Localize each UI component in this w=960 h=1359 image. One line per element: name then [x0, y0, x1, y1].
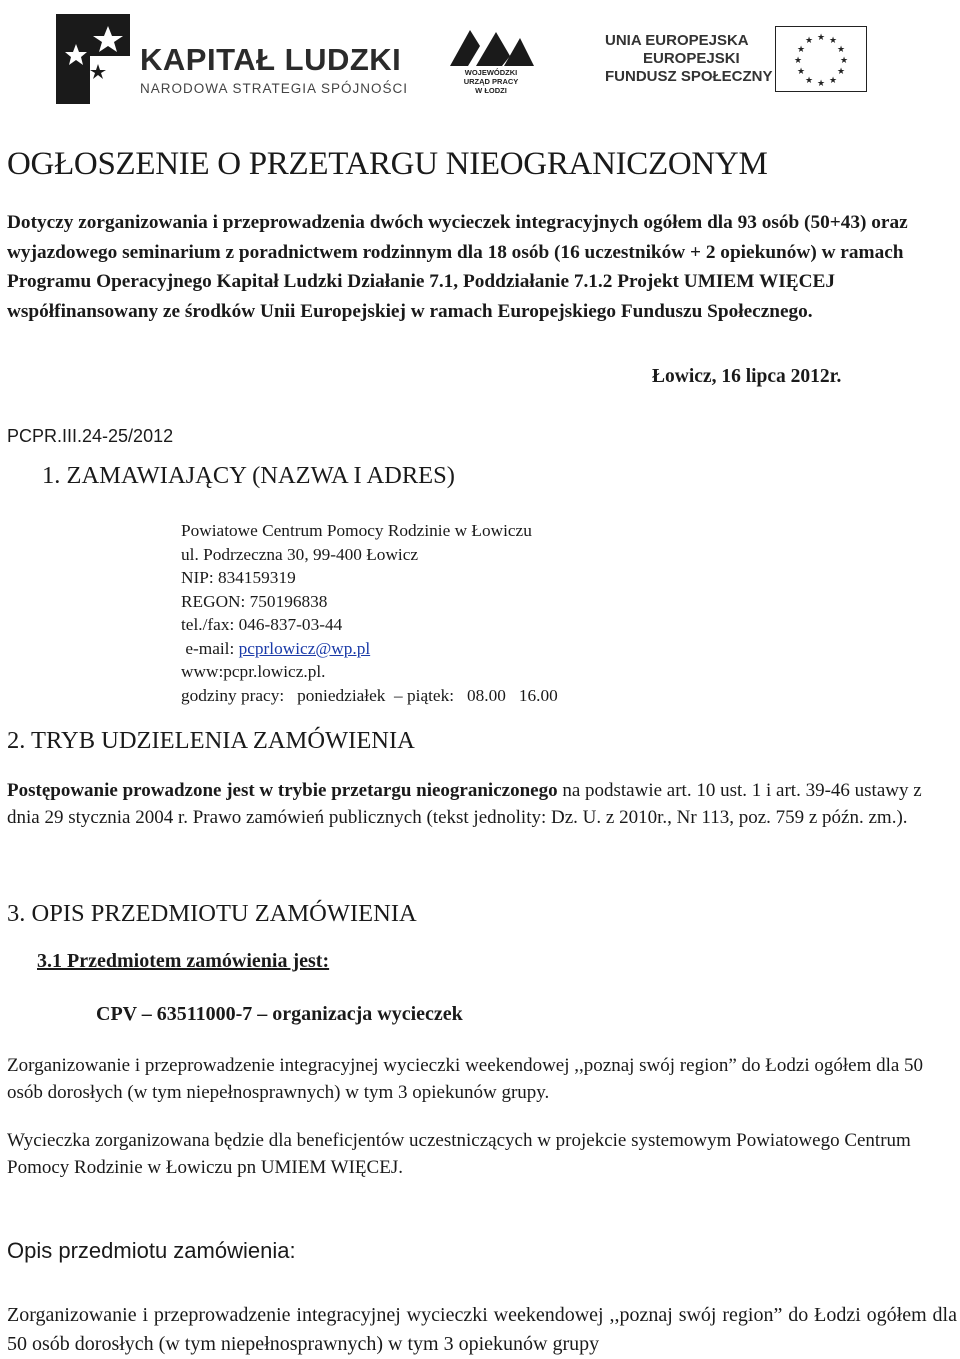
beneficiaries-paragraph: Wycieczka zorganizowana będzie dla beneficjentów uczestniczących w projekcie systemowym Powiatowego Centrum Pomocy Rodzinie w Łowiczu pn UMIEM WIĘCEJ. [7, 1130, 911, 1178]
section-3-heading: 3. OPIS PRZEDMIOTU ZAMÓWIENIA [7, 900, 417, 927]
svg-text:★: ★ [836, 67, 846, 77]
wup-line-1: WOJEWÓDZKI [464, 68, 518, 77]
section-2-paragraph [7, 778, 957, 831]
eu-logo-text [605, 32, 773, 86]
description-paragraph: Zorganizowanie i przeprowadzenie integracyjnej wycieczki weekendowej ,,poznaj swój region” do Łodzi ogółem dla 50 osób dorosłych (w tym niepełnosprawnych) w tym 3 opiekunów grupy [7, 1304, 957, 1355]
svg-text:★: ★ [836, 45, 846, 55]
svg-text:★: ★ [804, 36, 814, 46]
svg-text:★: ★ [816, 33, 826, 43]
wup-line-3: W ŁODZI [475, 86, 507, 95]
authority-name: Powiatowe Centrum Pomocy Rodzinie w Łowiczu [181, 521, 532, 540]
svg-text:★: ★ [804, 76, 814, 86]
svg-text:★: ★ [796, 45, 806, 55]
kapital-ludzki-subtitle: NARODOWA STRATEGIA SPÓJNOŚCI [140, 81, 409, 96]
cpv-code: CPV – 63511000-7 – organizacja wycieczek [96, 1003, 463, 1025]
kapital-ludzki-emblem-icon [56, 14, 136, 104]
section-1-heading: 1. ZAMAWIAJĄCY (NAZWA I ADRES) [42, 462, 455, 489]
trip-description-paragraph: Zorganizowanie i przeprowadzenie integracyjnej wycieczki weekendowej ,,poznaj swój region” do Łodzi ogółem dla 50 osób dorosłych (w tym niepełnosprawnych) w tym 3 opiekunów grupy. [7, 1055, 924, 1103]
authority-street: ul. Podrzeczna 30, 99-400 Łowicz [181, 544, 419, 564]
authority-www: www:pcpr.lowicz.pl. [181, 662, 326, 681]
authority-telfax: tel./fax: 046-837-03-44 [181, 615, 343, 634]
svg-text:★: ★ [828, 76, 838, 86]
authority-email-row [181, 637, 558, 661]
svg-text:★: ★ [816, 79, 826, 89]
svg-text:★: ★ [828, 36, 838, 46]
email-link[interactable]: pcprlowicz@wp.pl [238, 638, 371, 658]
wup-text [446, 68, 536, 95]
kapital-ludzki-logo [56, 14, 409, 104]
svg-text:★: ★ [839, 56, 849, 66]
document-title: OGŁOSZENIE O PRZETARGU NIEOGRANICZONYM [7, 146, 768, 182]
kapital-ludzki-title: KAPITAŁ LUDZKI [140, 42, 402, 77]
wup-emblem-icon [440, 26, 540, 70]
description-heading: Opis przedmiotu zamówienia: [7, 1238, 296, 1263]
authority-regon: REGON: 750196838 [181, 591, 328, 611]
reference-number: PCPR.III.24-25/2012 [7, 426, 174, 446]
contracting-authority-address [181, 519, 558, 707]
authority-hours: godziny pracy: poniedziałek – piątek: 08.00 16.00 [181, 685, 558, 705]
procedure-mode-text: Postępowanie prowadzone jest w trybie przetargu nieograniczonego [7, 780, 558, 801]
intro-paragraph: Dotyczy zorganizowania i przeprowadzenia dwóch wycieczek integracyjnych ogółem dla 93 osób (50+43) oraz wyjazdowego seminarium z poradnictwem rodzinnym dla 18 osób (16 uczestników + 2 opiekunów) w ramach Programu Operacyjnego Kapitał Ludzki Działanie 7.1, Poddziałanie 7.1.2 Projekt UMIEM WIĘCEJ współfinansowany ze środków Unii Europejskiej w ramach Europejskiego Funduszu Społecznego. [7, 212, 908, 322]
eu-line-1: UNIA EUROPEJSKA [605, 32, 749, 49]
svg-text:★: ★ [796, 67, 806, 77]
eu-line-3: FUNDUSZ SPOŁECZNY [605, 68, 773, 85]
section-2-heading: 2. TRYB UDZIELENIA ZAMÓWIENIA [7, 727, 415, 754]
document-date: Łowicz, 16 lipca 2012r. [652, 366, 842, 387]
eu-logo [605, 26, 885, 96]
email-label: e-mail: [185, 638, 239, 658]
eu-line-2: EUROPEJSKI [643, 50, 740, 67]
wup-logo [440, 26, 540, 102]
svg-text:★: ★ [793, 56, 803, 66]
section-3-1-heading: 3.1 Przedmiotem zamówienia jest: [37, 950, 330, 972]
wup-line-2: URZĄD PRACY [463, 77, 519, 86]
legal-basis-text: na podstawie art. 10 ust. 1 i art. 39-46 ustawy z dnia 29 stycznia 2004 r. Prawo zamówień publicznych (tekst jednolity: Dz. U. z 2010r., Nr 113, poz. 759 z późn. zm.). [7, 780, 922, 828]
eu-flag-icon [775, 26, 867, 92]
authority-nip: NIP: 834159319 [181, 568, 296, 587]
